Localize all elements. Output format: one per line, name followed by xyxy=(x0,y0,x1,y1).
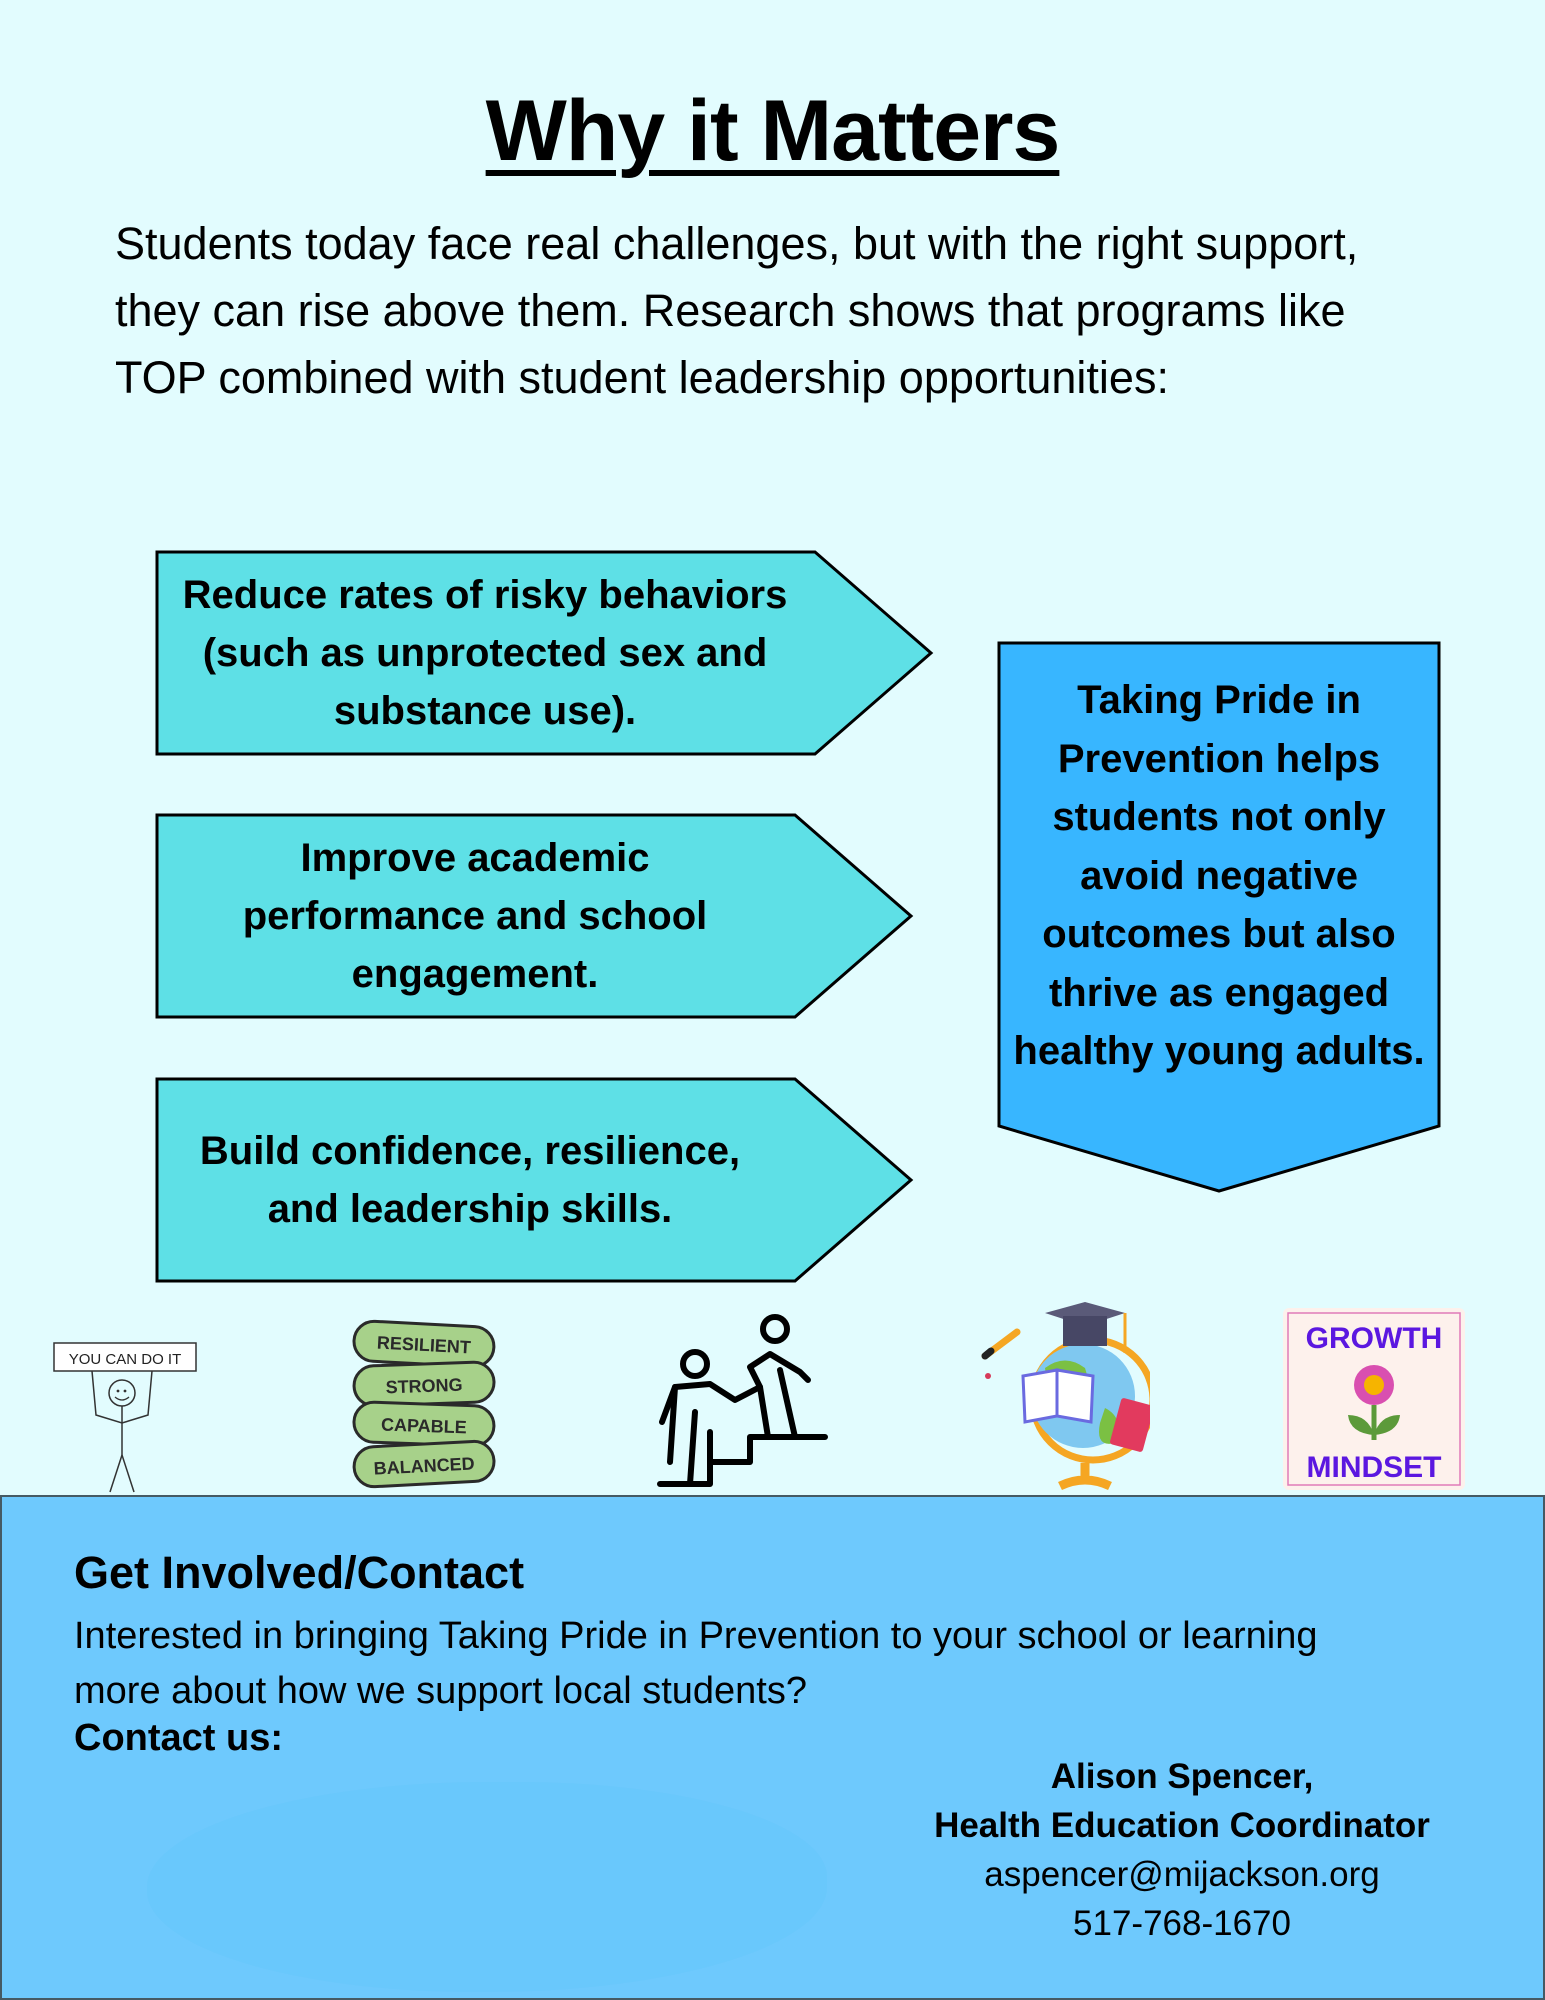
contact-phone-link[interactable]: 517-768-1670 xyxy=(1073,1904,1291,1943)
decorative-blob xyxy=(147,1782,827,1992)
contact-person xyxy=(902,1752,1462,1948)
svg-text:STRONG: STRONG xyxy=(385,1374,463,1398)
stick-figure-sign-icon xyxy=(50,1335,200,1495)
contact-section xyxy=(0,1495,1545,2000)
svg-text:GROWTH: GROWTH xyxy=(1305,1322,1443,1355)
contact-paragraph: Interested in bringing Taking Pride in Prevention to your school or learning more about how we support local students? xyxy=(74,1615,1318,1712)
contact-heading: Get Involved/Contact xyxy=(74,1547,525,1598)
benefit-arrow-3 xyxy=(155,1077,915,1283)
contact-us-label: Contact us: xyxy=(74,1717,283,1759)
benefit-arrow-1 xyxy=(155,550,935,756)
growth-mindset-icon xyxy=(1280,1305,1468,1493)
resilient-strong-capable-balanced-icon xyxy=(350,1318,500,1493)
contact-name: Alison Spencer, xyxy=(1050,1757,1314,1796)
contact-role: Health Education Coordinator xyxy=(934,1806,1430,1845)
people-climbing-stairs-icon xyxy=(650,1312,845,1492)
svg-text:MINDSET: MINDSET xyxy=(1306,1451,1442,1484)
page-title: Why it Matters xyxy=(485,83,1060,179)
globe-graduation-icon xyxy=(975,1298,1150,1495)
benefit-text: Build confidence, resilience, and leadership skills. xyxy=(199,1129,741,1231)
svg-text:BALANCED: BALANCED xyxy=(373,1453,476,1479)
contact-email-link[interactable]: aspencer@mijackson.org xyxy=(984,1855,1380,1894)
summary-text: Taking Pride in Prevention helps students not only avoid negative outcomes but also thrive as engaged healthy young adults. xyxy=(1013,678,1425,1073)
svg-text:YOU CAN DO IT: YOU CAN DO IT xyxy=(68,1351,182,1368)
benefit-arrow-2 xyxy=(155,813,915,1019)
intro-paragraph: Students today face real challenges, but with the right support, they can rise above them. Research shows that programs like TOP combined with student leadership opportunities: xyxy=(115,218,1359,403)
summary-box xyxy=(997,641,1441,1193)
svg-text:RESILIENT: RESILIENT xyxy=(376,1332,472,1358)
benefit-text: Improve academic performance and school engagement. xyxy=(242,836,708,996)
svg-text:CAPABLE: CAPABLE xyxy=(380,1414,468,1438)
benefit-text: Reduce rates of risky behaviors (such as unprotected sex and substance use). xyxy=(182,573,788,733)
